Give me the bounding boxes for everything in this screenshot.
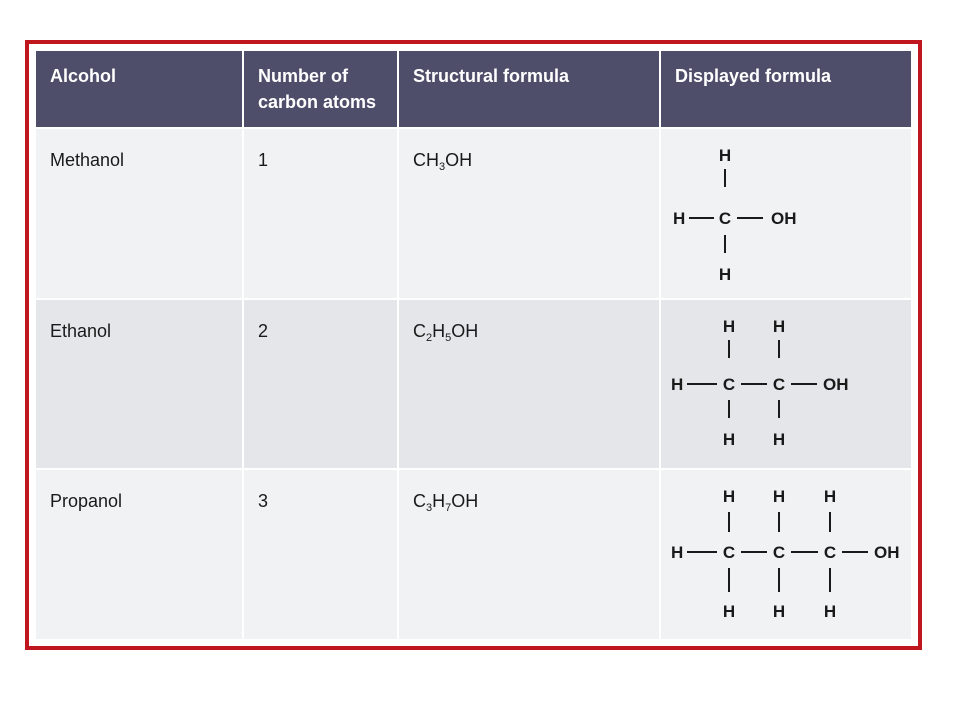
alcohol-name: Ethanol bbox=[35, 299, 243, 470]
atom-h: H bbox=[671, 543, 684, 563]
atom-oh: OH bbox=[874, 543, 900, 563]
atom-h: H bbox=[718, 146, 732, 165]
atom-h: H bbox=[718, 265, 732, 284]
alcohols-table bbox=[34, 49, 913, 641]
header-structural-formula: Structural formula bbox=[398, 50, 660, 128]
displayed-formula-ethanol bbox=[660, 299, 912, 470]
alcohol-name: Methanol bbox=[35, 128, 243, 299]
formula-subscript: 3 bbox=[426, 502, 433, 515]
table-row bbox=[35, 299, 912, 470]
header-alcohol: Alcohol bbox=[35, 50, 243, 128]
header-carbon-line-1: Number of bbox=[258, 66, 348, 86]
carbon-count: 1 bbox=[243, 128, 398, 299]
atom-h: H bbox=[772, 602, 786, 622]
formula-part: OH bbox=[451, 320, 479, 341]
formula-part: OH bbox=[445, 150, 473, 170]
atom-c: C bbox=[722, 543, 736, 563]
formula-subscript: 5 bbox=[445, 331, 452, 344]
atom-h: H bbox=[722, 602, 736, 622]
atom-h: H bbox=[823, 602, 837, 622]
atom-h: H bbox=[772, 487, 786, 507]
atom-oh: OH bbox=[823, 374, 849, 394]
carbon-count: 2 bbox=[243, 299, 398, 470]
structural-formula bbox=[398, 469, 660, 640]
table-row bbox=[35, 128, 912, 299]
atom-h: H bbox=[823, 487, 837, 507]
formula-part: OH bbox=[451, 491, 479, 512]
atom-h: H bbox=[722, 316, 736, 336]
ethanol-structure bbox=[661, 300, 917, 470]
table-container bbox=[34, 49, 913, 641]
structural-formula bbox=[398, 128, 660, 299]
atom-h: H bbox=[722, 487, 736, 507]
alcohol-name: Propanol bbox=[35, 469, 243, 640]
formula-part: CH bbox=[413, 150, 439, 170]
table-frame bbox=[25, 40, 922, 650]
displayed-formula-propanol bbox=[660, 469, 912, 640]
atom-h: H bbox=[772, 429, 786, 449]
formula-subscript: 3 bbox=[439, 161, 446, 173]
atom-c: C bbox=[722, 374, 736, 394]
methanol-structure bbox=[661, 129, 917, 299]
header-carbon-atoms bbox=[243, 50, 398, 128]
header-carbon-line-2: carbon atoms bbox=[258, 92, 377, 112]
formula-part: H bbox=[432, 320, 446, 341]
atom-h: H bbox=[673, 209, 686, 228]
formula-part: H bbox=[432, 491, 446, 512]
atom-h: H bbox=[772, 316, 786, 336]
table-row bbox=[35, 469, 912, 640]
atom-c: C bbox=[823, 543, 837, 563]
atom-c: C bbox=[772, 374, 786, 394]
formula-subscript: 7 bbox=[445, 502, 452, 515]
atom-oh: OH bbox=[771, 209, 797, 228]
displayed-formula-methanol bbox=[660, 128, 912, 299]
atom-h: H bbox=[722, 429, 736, 449]
header-displayed-formula: Displayed formula bbox=[660, 50, 912, 128]
formula-part: C bbox=[413, 320, 426, 341]
formula-subscript: 2 bbox=[426, 331, 433, 344]
propanol-structure bbox=[661, 470, 917, 640]
header-row bbox=[35, 50, 912, 128]
atom-c: C bbox=[772, 543, 786, 563]
atom-h: H bbox=[671, 374, 684, 394]
carbon-count: 3 bbox=[243, 469, 398, 640]
structural-formula bbox=[398, 299, 660, 470]
formula-part: C bbox=[413, 491, 426, 512]
atom-c: C bbox=[718, 209, 732, 228]
